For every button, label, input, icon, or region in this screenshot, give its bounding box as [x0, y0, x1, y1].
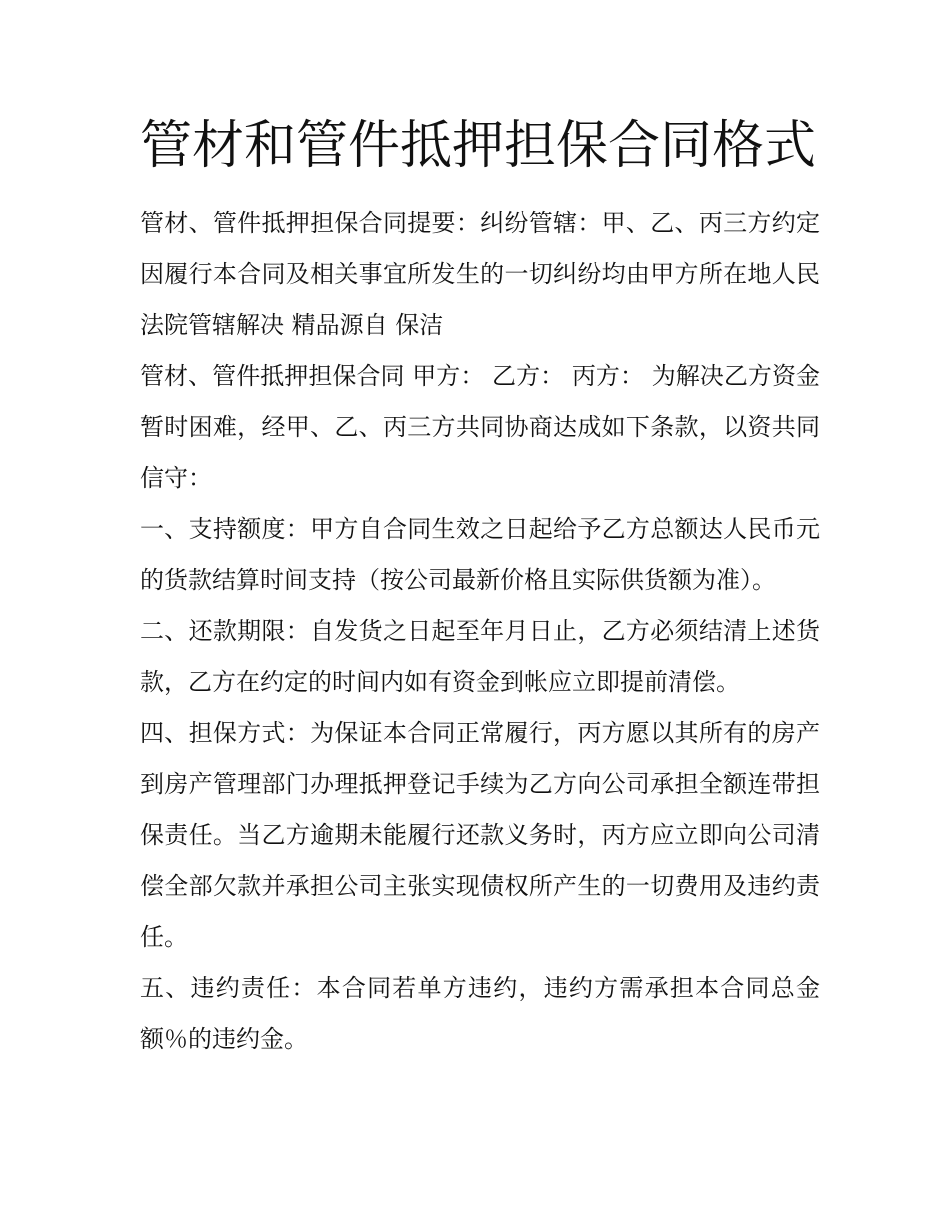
- paragraph-clause-guarantee-method: 四、担保方式：为保证本合同正常履行，丙方愿以其所有的房产到房产管理部门办理抵押登记手续为乙方向公司承担全额连带担保责任。当乙方逾期未能履行还款义务时，丙方应立即向公司清偿全部欠款并承担公司主张实现债权所产生的一切费用及违约责任。: [140, 719, 820, 951]
- paragraph-summary: 管材、管件抵押担保合同提要：纠纷管辖：甲、乙、丙三方约定因履行本合同及相关事宜所发生的一切纠纷均由甲方所在地人民法院管辖解决 精品源自 保洁: [140, 209, 820, 339]
- document-content: [140, 110, 820, 1065]
- paragraph-clause-repayment-term: 二、还款期限：自发货之日起至年月日止，乙方必须结清上述货款，乙方在约定的时间内如有资金到帐应立即提前清偿。: [140, 617, 820, 696]
- paragraph-clause-support-amount: 一、支持额度：甲方自合同生效之日起给予乙方总额达人民币元的货款结算时间支持（按公司最新价格且实际供货额为准）。: [140, 515, 820, 594]
- document-title: 管材和管件抵押担保合同格式: [140, 116, 817, 176]
- paragraph-clause-liability: 五、违约责任：本合同若单方违约，违约方需承担本合同总金额％的违约金。: [140, 974, 820, 1053]
- paragraph-parties: 管材、管件抵押担保合同 甲方： 乙方： 丙方： 为解决乙方资金暂时困难，经甲、乙、丙三方共同协商达成如下条款，以资共同信守：: [140, 362, 820, 492]
